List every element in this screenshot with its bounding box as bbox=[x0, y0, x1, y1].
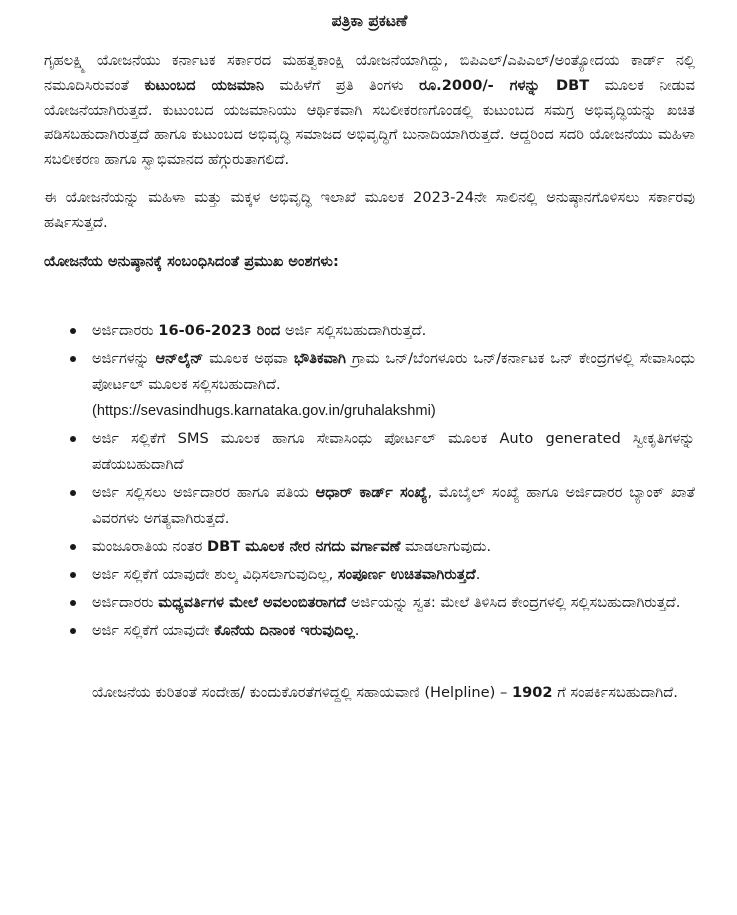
page-title: ಪತ್ರಿಕಾ ಪ್ರಕಟಣೆ bbox=[331, 12, 408, 30]
point-text: ಗ್ರಾಮ ಒನ್/ಬೆಂಗಳೂರು ಒನ್/ಕರ್ನಾಟಕ ಒನ್ ಕೇಂದ್ರಗಳಲ್ಲಿ ಸೇವಾಸಿಂಧು ಪೋರ್ಟಲ್ ಮೂಲಕ ಸಲ್ಲಿಸಬಹುದಾಗಿದೆ. bbox=[92, 350, 696, 394]
point-text: ಅರ್ಜಿ ಸಲ್ಲಿಸಲು ಅರ್ಜಿದಾರರ ಹಾಗೂ ಪತಿಯ bbox=[92, 484, 316, 502]
point-bold: ಮಧ್ಯವರ್ತಿಗಳ ಮೇಲೆ ಅವಲಂಬಿತರಾಗದೆ bbox=[158, 594, 347, 612]
key-points-heading: ಯೋಜನೆಯ ಅನುಷ್ಠಾನಕ್ಕೆ ಸಂಬಂಧಿಸಿದಂತೆ ಪ್ರಮುಖ ಅಂಶಗಳು: bbox=[44, 252, 339, 270]
intro-paragraph bbox=[44, 49, 695, 173]
point-bold: ಸಂಪೂರ್ಣ ಉಚಿತವಾಗಿರುತ್ತದೆ bbox=[337, 566, 476, 584]
point-text: ಅರ್ಜಿ ಸಲ್ಲಿಕೆಗೆ ಯಾವುದೇ bbox=[92, 622, 215, 640]
department-paragraph: ಈ ಯೋಜನೆಯನ್ನು ಮಹಿಳಾ ಮತ್ತು ಮಕ್ಕಳ ಅಭಿವೃದ್ಧಿ ಇಲಾಖೆ ಮೂಲಕ 2023-24ನೇ ಸಾಲಿನಲ್ಲಿ ಅನುಷ್ಠಾನಗೊಳಿಸಲು ಸರ್ಕಾರವು ಹರ್ಷಿಸುತ್ತದೆ. bbox=[44, 188, 695, 231]
intro-text-3: ಮೂಲಕ ನೀಡುವ ಯೋಜನೆಯಾಗಿರುತ್ತದೆ. ಕುಟುಂಬದ ಯಜಮಾನಿಯು ಆರ್ಥಿಕವಾಗಿ ಸಬಲೀಕರಣಗೊಂಡಲ್ಲಿ ಕುಟುಂಬದ ಸಮಗ್ರ ಅಭಿವೃದ್ಧಿಯನ್ನು ಖಚಿತ ಪಡಿಸಬಹುದಾಗಿರುತ್ತದೆ ಹಾಗೂ ಕುಟುಂಬದ ಅಭಿವೃದ್ಧಿ ಸಮಾಜದ ಅಭಿವೃದ್ಧಿಗೆ ಬುನಾದಿಯಾಗಿರುತ್ತದೆ. ಆದ್ದರಿಂದ ಸದರಿ ಯೋಜನೆಯು ಮಹಿಳಾ ಸಬಲೀಕರಣ ಹಾಗೂ ಸ್ವಾಭಿಮಾನದ ಹೆಗ್ಗುರುತಾಗಲಿದೆ. bbox=[44, 76, 695, 169]
point-bold: ಭೌತಿಕವಾಗಿ bbox=[293, 350, 347, 368]
portal-url: (https://sevasindhugs.karnataka.gov.in/gruhalakshmi) bbox=[92, 403, 436, 420]
point-text: ಮಂಜೂರಾತಿಯ ನಂತರ bbox=[92, 538, 208, 556]
point-text: ಅರ್ಜಿದಾರರು bbox=[92, 594, 159, 612]
point-bold: 16-06-2023 ರಿಂದ bbox=[158, 322, 281, 340]
point-bold: DBT ಮೂಲಕ ನೇರ ನಗದು ವರ್ಗಾವಣೆ bbox=[207, 538, 401, 556]
list-item bbox=[92, 480, 695, 532]
list-item bbox=[92, 426, 695, 478]
point-bold: ಆಧಾರ್ ಕಾರ್ಡ್ ಸಂಖ್ಯೆ bbox=[315, 484, 428, 502]
helpline-text: ಯೋಜನೆಯ ಕುರಿತಂತೆ ಸಂದೇಹ/ ಕುಂದುಕೊರತೆಗಳಿದ್ದಲ್ಲಿ ಸಹಾಯವಾಣಿ (Helpline) – bbox=[92, 684, 512, 702]
intro-bold-2: ರೂ.2000/- ಗಳನ್ನು DBT bbox=[419, 76, 590, 94]
point-text: ಅರ್ಜಿ ಸಲ್ಲಿಕೆಗೆ ಯಾವುದೇ ಶುಲ್ಕ ವಿಧಿಸಲಾಗುವುದಿಲ್ಲ, bbox=[92, 566, 338, 584]
key-points-list bbox=[44, 318, 695, 644]
point-text: ಅರ್ಜಿಗಳನ್ನು bbox=[92, 350, 156, 368]
point-text: ಅರ್ಜಿದಾರರು bbox=[92, 322, 159, 340]
list-item bbox=[92, 534, 695, 560]
point-text: ಮೂಲಕ ಅಥವಾ bbox=[203, 350, 294, 368]
helpline-text: ಗೆ ಸಂಪರ್ಕಿಸಬಹುದಾಗಿದೆ. bbox=[552, 684, 678, 702]
point-text: . bbox=[475, 566, 481, 584]
list-item bbox=[92, 618, 695, 644]
helpline-paragraph bbox=[44, 680, 695, 706]
point-text: ಮಾಡಲಾಗುವುದು. bbox=[400, 538, 492, 556]
point-bold: ಕೊನೆಯ ದಿನಾಂಕ ಇರುವುದಿಲ್ಲ bbox=[214, 622, 355, 640]
point-bold: ಆನ್‌ಲೈನ್ bbox=[155, 350, 204, 368]
point-text: ಅರ್ಜಿ ಸಲ್ಲಿಸಬಹುದಾಗಿರುತ್ತದೆ. bbox=[280, 322, 427, 340]
list-item bbox=[92, 346, 695, 424]
list-item bbox=[92, 318, 695, 344]
point-text: , ಮೊಬೈಲ್ ಸಂಖ್ಯೆ ಹಾಗೂ ಅರ್ಜಿದಾರರ ಬ್ಯಾಂಕ್ ಖಾತೆ ವಿವರಗಳು ಅಗತ್ಯವಾಗಿರುತ್ತದೆ. bbox=[92, 484, 695, 528]
intro-text-2: ಮಹಿಳೆಗೆ ಪ್ರತಿ ತಿಂಗಳು bbox=[264, 76, 420, 94]
point-text: ಅರ್ಜಿ ಸಲ್ಲಿಕೆಗೆ SMS ಮೂಲಕ ಹಾಗೂ ಸೇವಾಸಿಂಧು ಪೋರ್ಟಲ್ ಮೂಲಕ Auto generated ಸ್ವೀಕೃತಿಗಳನ್ನು ಪಡೆಯಬಹುದಾಗಿದೆ bbox=[92, 430, 695, 474]
intro-bold-1: ಕುಟುಂಬದ ಯಜಮಾನಿ bbox=[144, 76, 265, 94]
helpline-number: 1902 bbox=[511, 684, 553, 702]
list-item bbox=[92, 562, 695, 588]
list-item bbox=[92, 590, 695, 616]
point-text: . bbox=[354, 622, 360, 640]
point-text: ಅರ್ಜಿಯನ್ನು ಸ್ವತ: ಮೇಲೆ ತಿಳಿಸಿದ ಕೇಂದ್ರಗಳಲ್ಲಿ ಸಲ್ಲಿಸಬಹುದಾಗಿರುತ್ತದೆ. bbox=[346, 594, 681, 612]
intro-text-1: ಗೃಹಲಕ್ಷ್ಮಿ ಯೋಜನೆಯು ಕರ್ನಾಟಕ ಸರ್ಕಾರದ ಮಹತ್ವಕಾಂಕ್ಷಿ ಯೋಜನೆಯಾಗಿದ್ದು, ಬಿಪಿಎಲ್/ಎಪಿಎಲ್/ಅಂತ್ಯೋದಯ ಕಾರ್ಡ್ ನಲ್ಲಿ ನಮೂದಿಸಿರುವಂತೆ bbox=[44, 52, 695, 94]
